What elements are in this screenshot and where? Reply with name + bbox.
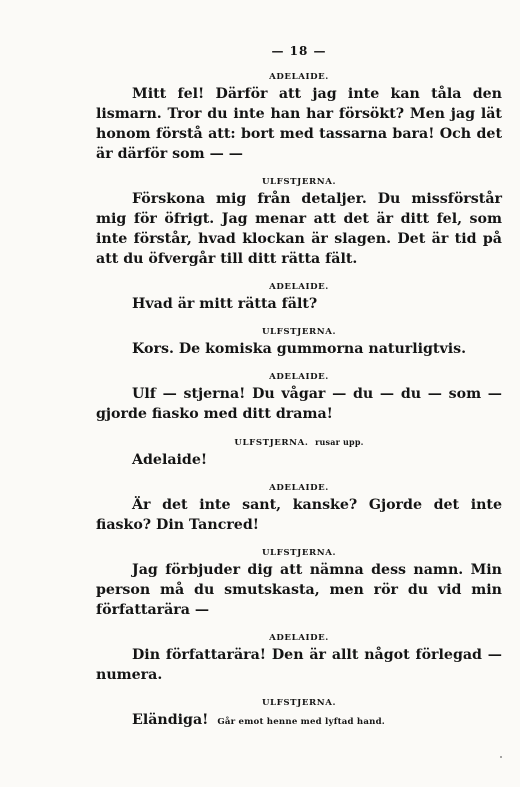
speaker-name: ADELAIDE. xyxy=(269,72,329,82)
speech-text: Kors. De komiska gummorna naturligtvis. xyxy=(132,341,467,357)
speech-text: Hvad är mitt rätta fält? xyxy=(132,296,318,312)
speaker-name: ULFSTJERNA. xyxy=(261,327,337,337)
speech-text: Adelaide! xyxy=(132,452,208,468)
stage-direction: rusar upp. xyxy=(315,437,364,447)
speech-text: Är det inte sant, kanske? Gjorde det inte fiasko? Din Tancred! xyxy=(96,497,502,533)
speaker-name: ULFSTJERNA. xyxy=(261,698,337,708)
page-speck xyxy=(500,756,502,758)
speaker-name: ULFSTJERNA. xyxy=(234,438,309,448)
speech-text: Mitt fel! Därför att jag inte kan tåla den lismarn. Tror du inte han har försökt? Men jag lät honom förstå att: bort med tassarna bara! Och det är därför som — — xyxy=(96,86,502,162)
speech-text: Jag förbjuder dig att nämna dess namn. Min person må du smutskasta, men rör du vid min författarära — xyxy=(96,562,502,618)
speaker-name: ADELAIDE. xyxy=(269,282,329,292)
speech-line xyxy=(96,710,502,732)
speaker-name: ADELAIDE. xyxy=(269,633,329,643)
speaker-line xyxy=(96,435,502,450)
dialogue-block xyxy=(96,70,502,732)
speaker-name: ADELAIDE. xyxy=(269,372,329,382)
speech-text: Eländiga! xyxy=(132,712,209,728)
speaker-name: ULFSTJERNA. xyxy=(261,548,337,558)
book-page xyxy=(96,44,502,743)
stage-direction: Går emot henne med lyftad hand. xyxy=(217,717,386,727)
speech-text: Ulf — stjerna! Du vågar — du — du — som — gjorde fiasko med ditt drama! xyxy=(96,386,502,422)
speaker-name: ADELAIDE. xyxy=(269,483,329,493)
speech-text: Förskona mig från detaljer. Du missförstår mig för öfrigt. Jag menar att det är ditt fel, som inte förstår, hvad klockan är slagen. Det är tid på att du öfvergår till ditt rätta fält. xyxy=(96,191,502,267)
speech-text: Din författarära! Den är allt något förlegad — numera. xyxy=(96,647,502,683)
page-number: — 18 — xyxy=(271,44,327,58)
speaker-name: ULFSTJERNA. xyxy=(261,177,337,187)
